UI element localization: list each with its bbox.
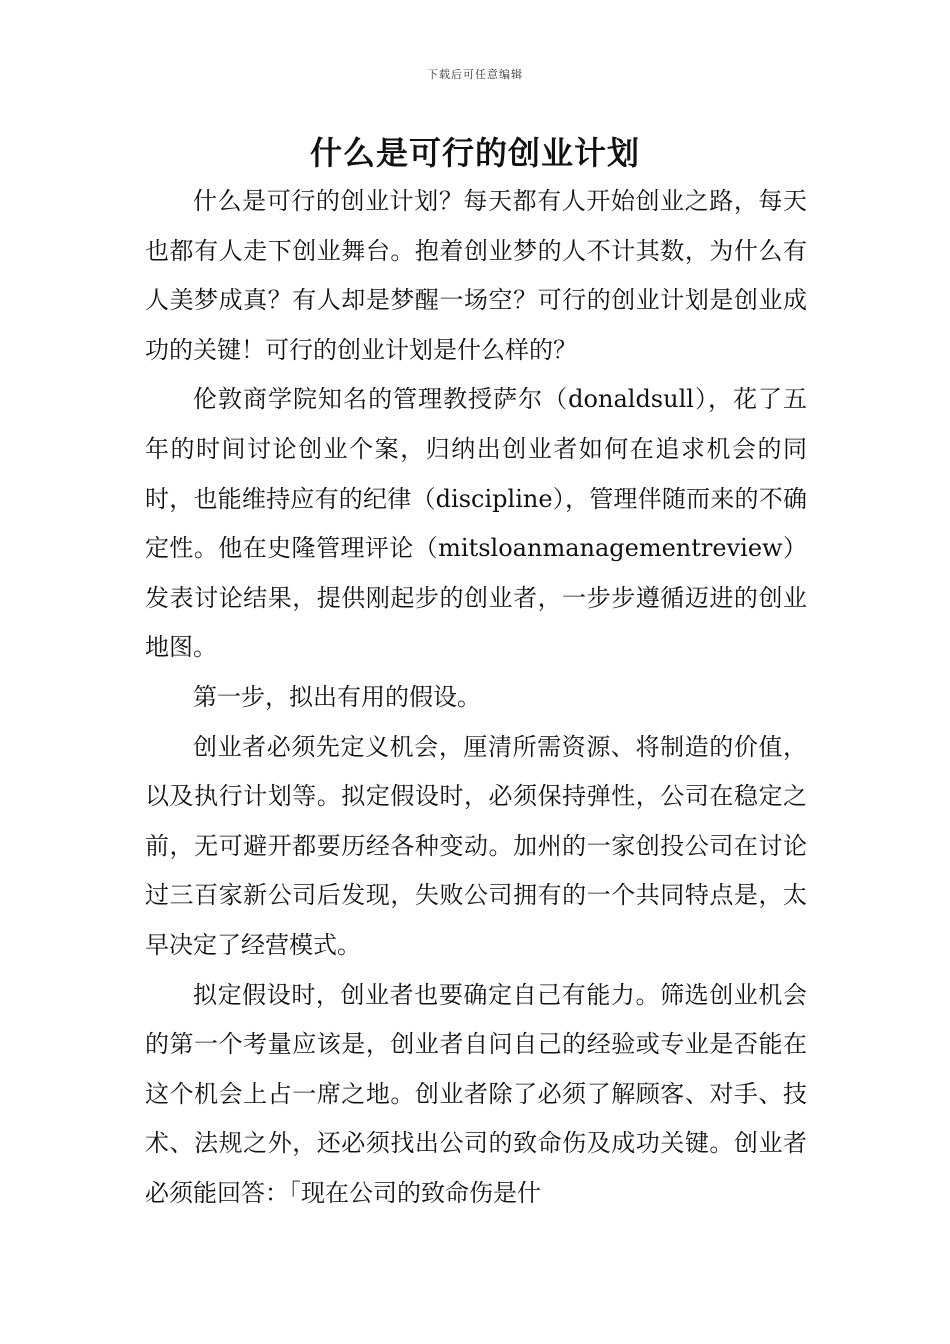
document-title: 什么是可行的创业计划 bbox=[309, 134, 640, 172]
paragraph-sull: 伦敦商学院知名的管理教授萨尔（donaldsull），花了五年的时间讨论创业个案，归纳出创业者如何在追求机会的同时，也能维持应有的纪律（discipline），管理伴随而来的不确定性。他在史隆管理评论（mitsloanmanagementreview）发表讨论结果，提供刚起步的创业者，一步步遵循迈进的创业地图。 bbox=[145, 385, 807, 662]
paragraph-define-opportunity: 创业者必须先定义机会，厘清所需资源、将制造的价值，以及执行计划等。拟定假设时，必须保持弹性，公司在稳定之前，无可避开都要历经各种变动。加州的一家创投公司在讨论过三百家新公司后发现，失败公司拥有的一个共同特点是，太早决定了经营模式。 bbox=[145, 732, 807, 959]
paragraph-step-one: 第一步，拟出有用的假设。 bbox=[193, 682, 481, 711]
document-body bbox=[145, 177, 807, 1218]
paragraph-intro: 什么是可行的创业计划？每天都有人开始创业之路，每天也都有人走下创业舞台。抱着创业梦的人不计其数，为什么有人美梦成真？有人却是梦醒一场空？可行的创业计划是创业成功的关键！可行的创业计划是什么样的？ bbox=[145, 187, 807, 364]
paragraph-capability: 拟定假设时，创业者也要确定自己有能力。筛选创业机会的第一个考量应该是，创业者自问自己的经验或专业是否能在这个机会上占一席之地。创业者除了必须了解顾客、对手、技术、法规之外，还必须找出公司的致命伤及成功关键。创业者必须能回答：「现在公司的致命伤是什 bbox=[145, 980, 807, 1207]
header-note: 下载后可任意编辑 bbox=[427, 68, 523, 81]
